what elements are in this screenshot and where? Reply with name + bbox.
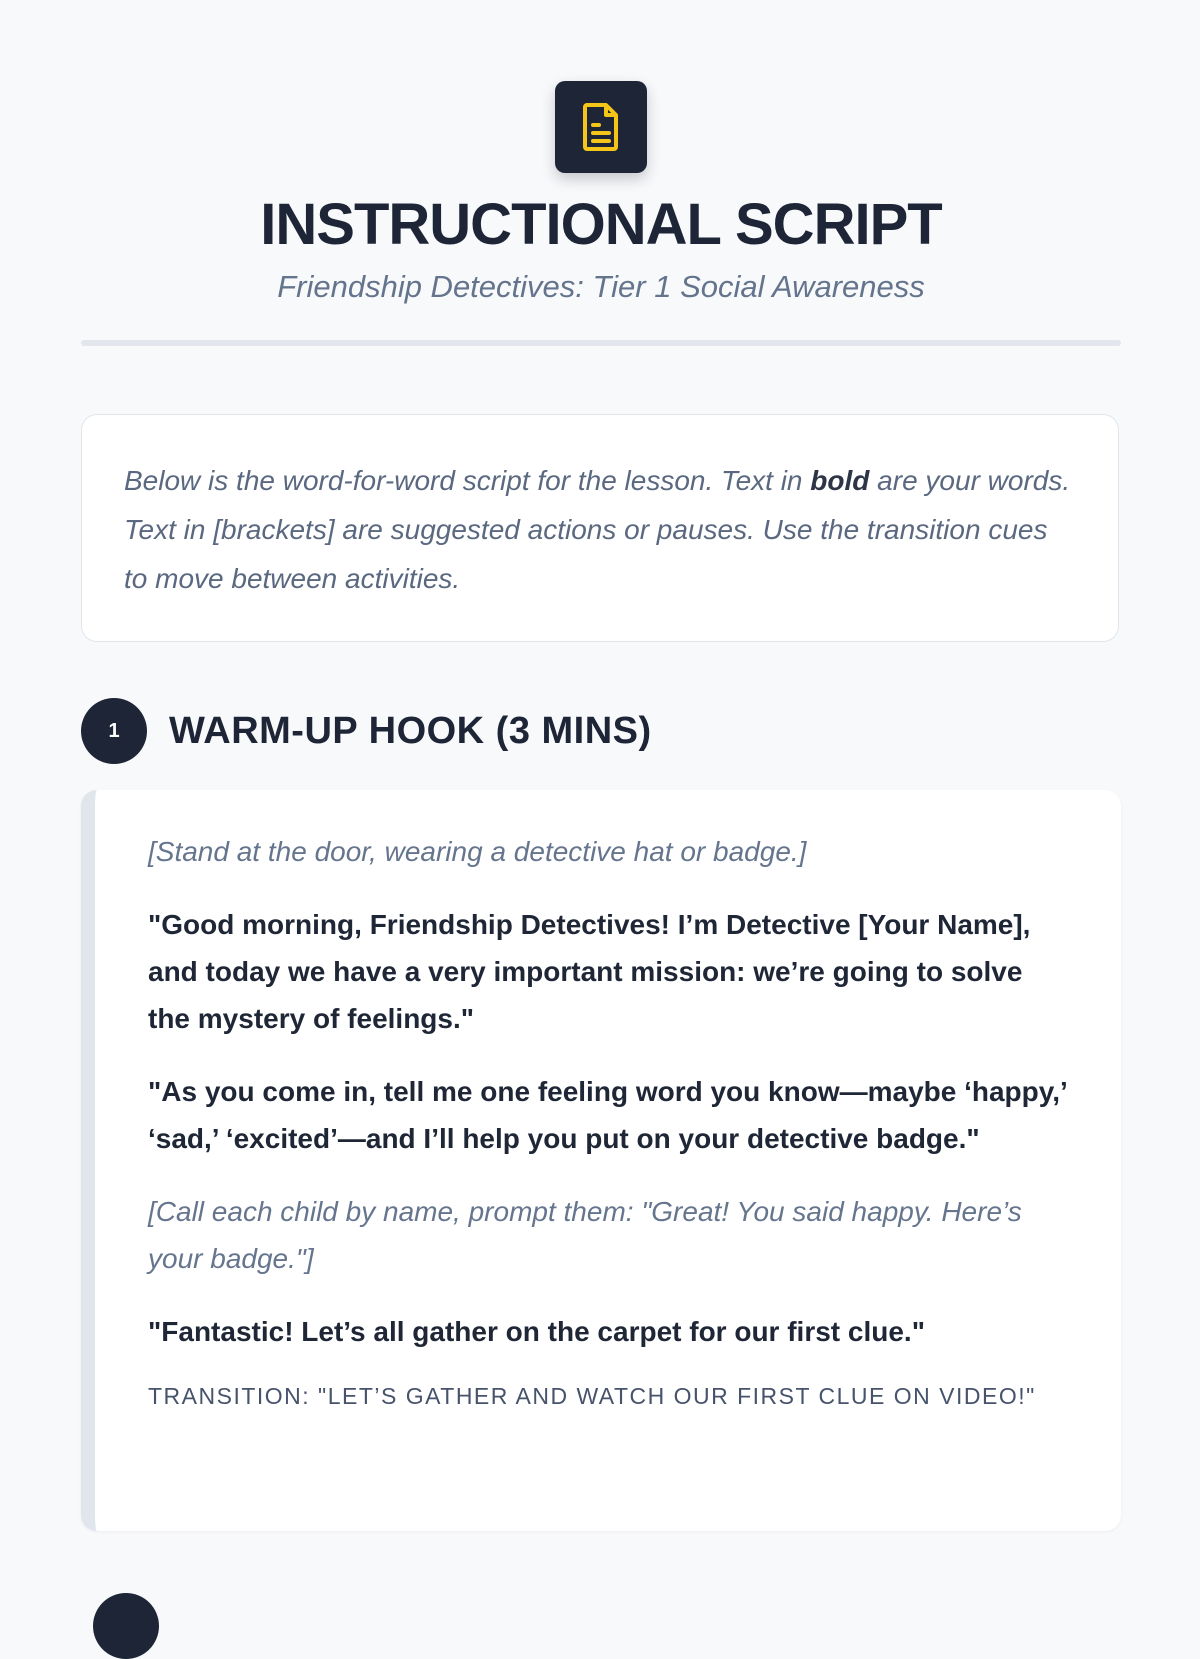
intro-bold-word: bold	[810, 465, 870, 496]
step-number-badge: 1	[81, 698, 147, 764]
transition-cue: TRANSITION: "LET’S GATHER AND WATCH OUR FIRST CLUE ON VIDEO!"	[148, 1383, 1036, 1409]
teacher-line: "As you come in, tell me one feeling word you know—maybe ‘happy,’ ‘sad,’ ‘excited’—and I’ll help you put on your detective badge."	[148, 1076, 1067, 1154]
teacher-line: "Good morning, Friendship Detectives! I’m Detective [Your Name], and today we have a very important mission: we’re going to solve the mystery of feelings."	[148, 909, 1031, 1034]
next-step-badge	[93, 1593, 159, 1659]
intro-note	[81, 414, 1119, 642]
stage-direction: [Stand at the door, wearing a detective hat or badge.]	[148, 836, 807, 867]
intro-text-start: Below is the word-for-word script for the lesson. Text in	[124, 465, 811, 496]
script-card-warm-up	[81, 790, 1121, 1531]
section-title: WARM-UP HOOK (3 MINS)	[169, 709, 652, 752]
header-divider	[81, 340, 1121, 346]
stage-direction: [Call each child by name, prompt them: "Great! You said happy. Here’s your badge."]	[148, 1196, 1022, 1274]
page-title: INSTRUCTIONAL SCRIPT	[260, 192, 942, 257]
script-page	[81, 0, 1121, 1600]
teacher-line: "Fantastic! Let’s all gather on the carpet for our first clue."	[148, 1316, 925, 1347]
section-header-warm-up	[81, 698, 652, 764]
intro-text-end: are your words. Text in [brackets] are suggested actions or pauses. Use the transition cues to move between activities.	[124, 465, 1071, 594]
page-subtitle: Friendship Detectives: Tier 1 Social Awareness	[277, 269, 925, 304]
document-icon	[555, 81, 647, 173]
page-header	[81, 0, 1121, 305]
